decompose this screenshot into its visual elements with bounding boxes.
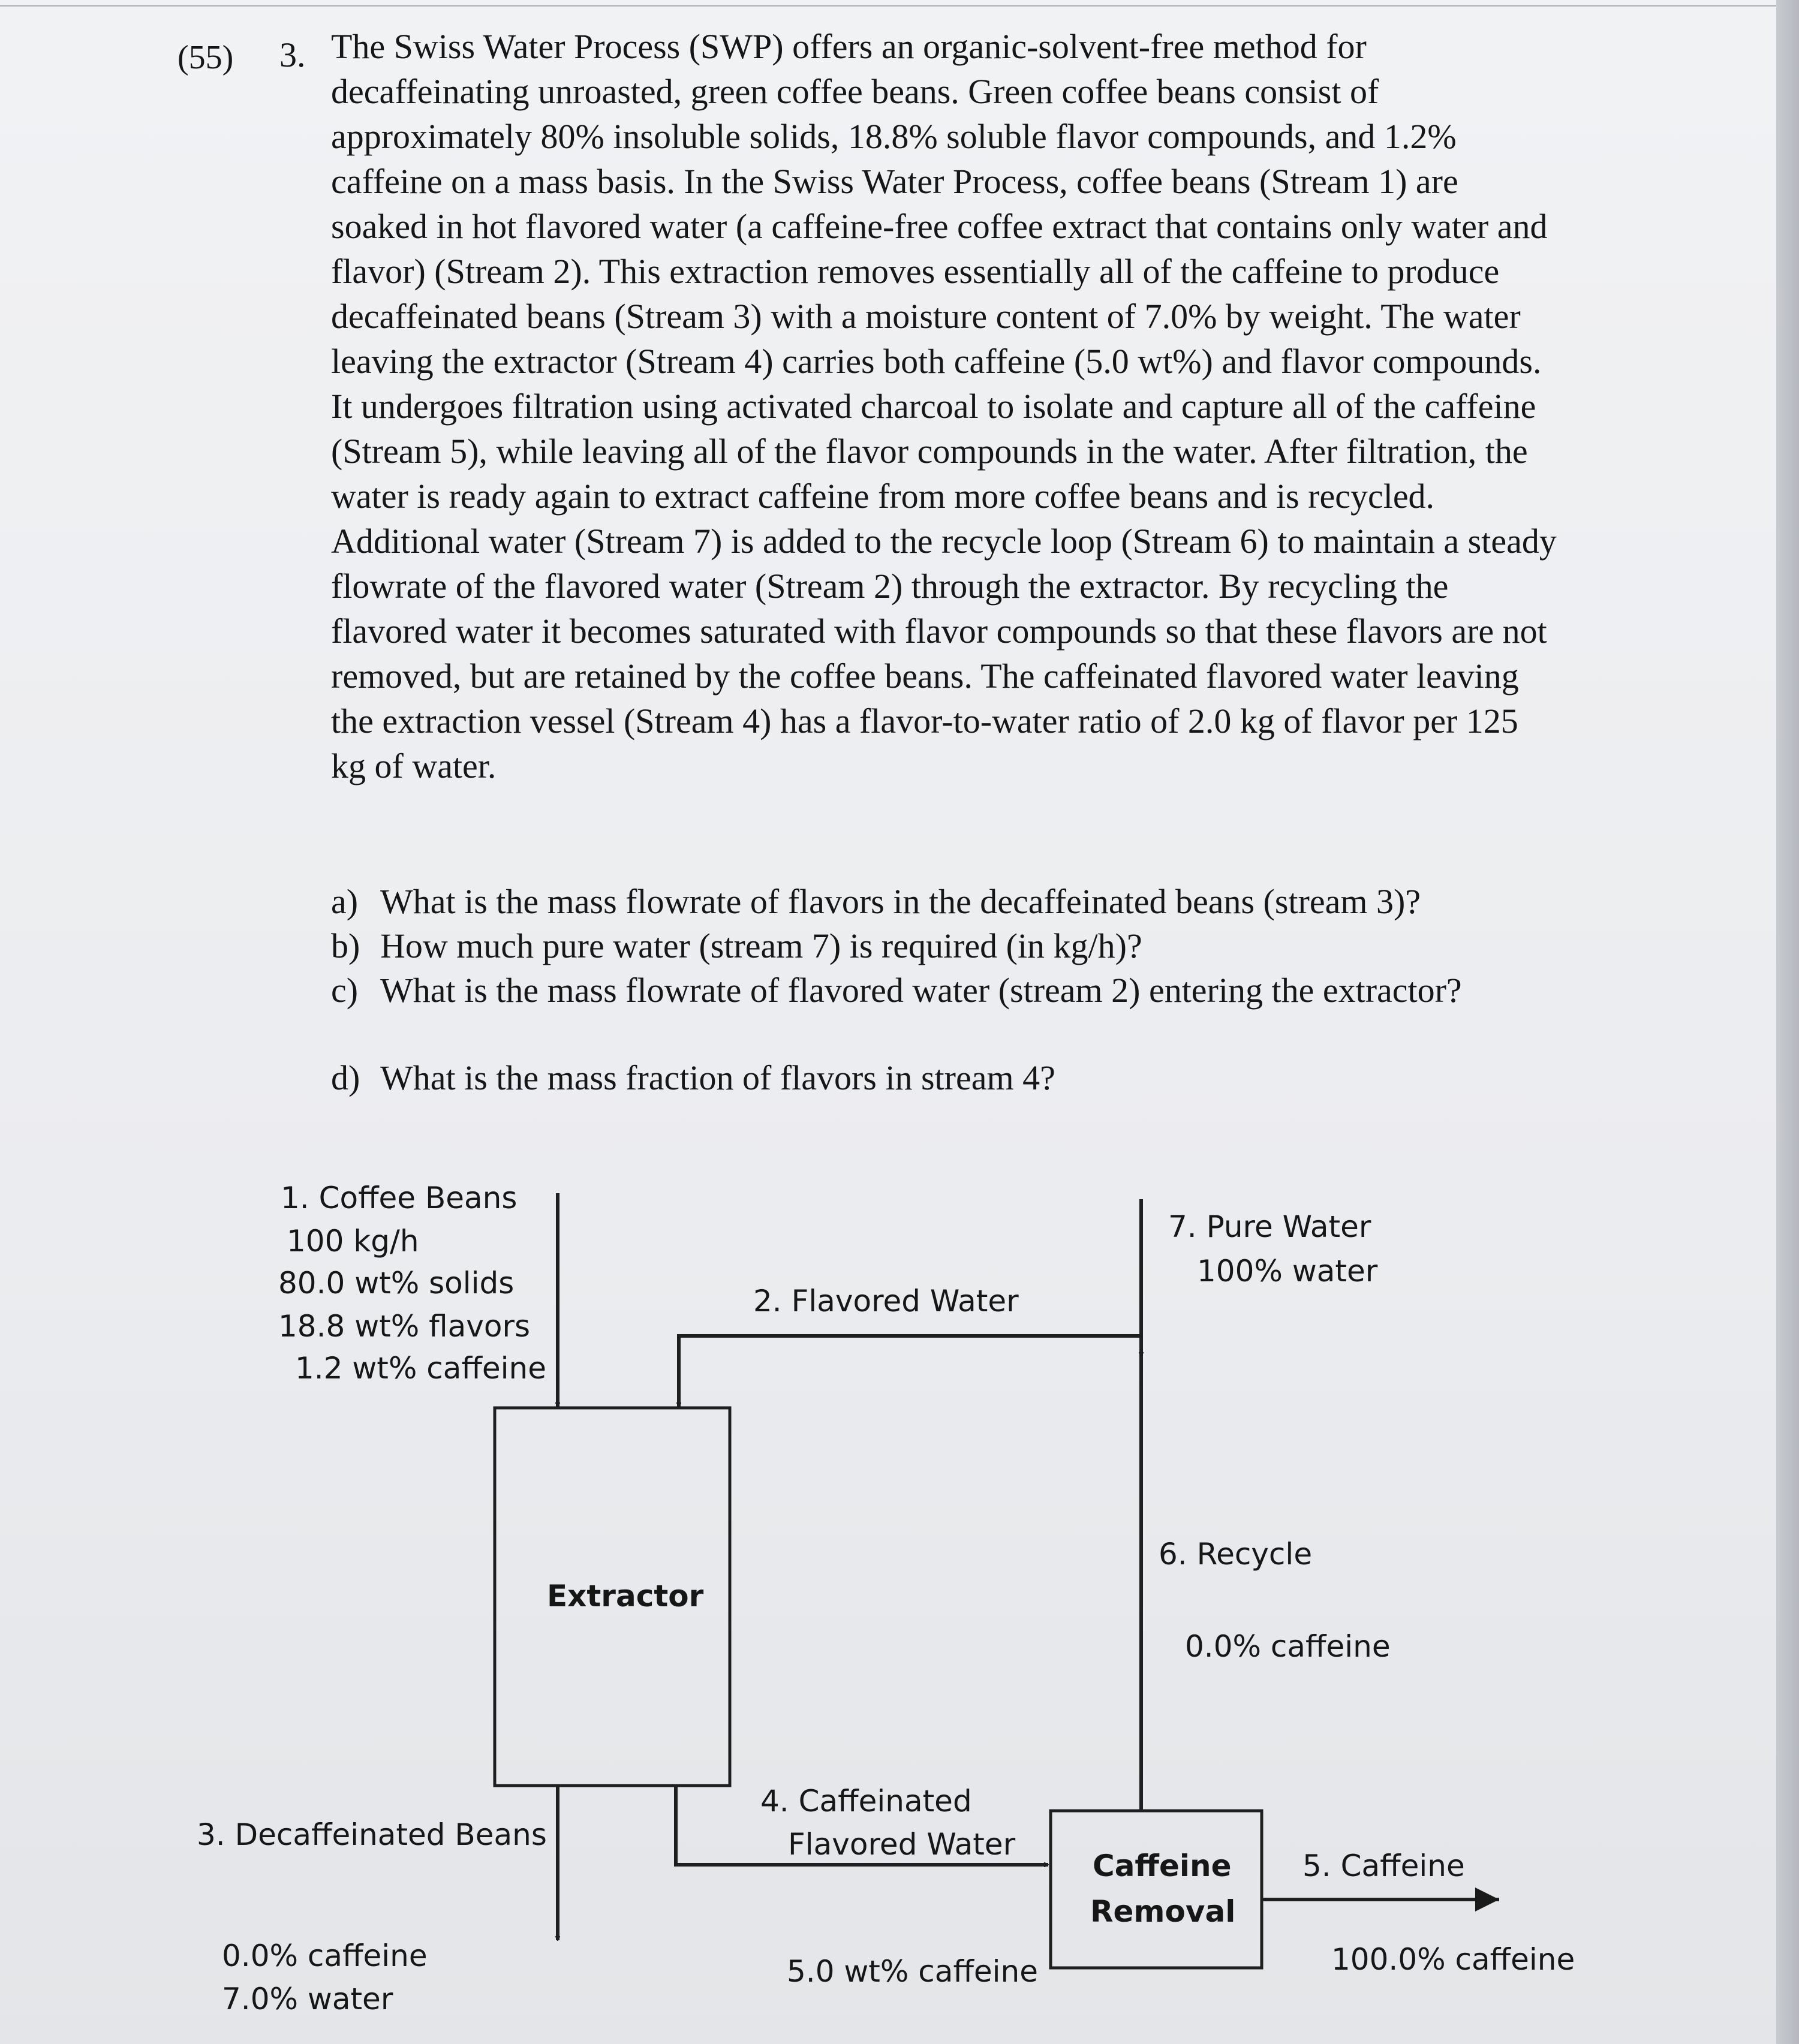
stream4-caffeine: 5.0 wt% caffeine	[787, 1954, 1038, 1989]
stream7-composition: 100% water	[1197, 1254, 1378, 1289]
stream2-name: 2. Flavored Water	[753, 1284, 1019, 1318]
stream7-name: 7. Pure Water	[1168, 1209, 1371, 1244]
removal-label-line2: Removal	[1090, 1894, 1236, 1929]
caffeine-removal-box	[1051, 1811, 1262, 1968]
question-b-text: How much pure water (stream 7) is required (in kg/h)?	[380, 926, 1142, 965]
problem-statement: The Swiss Water Process (SWP) offers an organic-solvent-free method for decaffeinating unroasted, green coffee beans. Green coffee beans consist of approximately 80% insoluble solids, 18.8% soluble flavor compounds, and 1.2% caffeine on a mass basis. In the Swiss Water Process, coffee beans (Stream 1) are soaked in hot flavored water (a caffeine-free coffee extract that contains only water and flavor) (Stream 2). This extraction removes essentially all of the caffeine to produce decaffeinated beans (Stream 3) with a moisture content of 7.0% by weight. The water leaving the extractor (Stream 4) carries both caffeine (5.0 wt%) and flavor compounds. It undergoes filtration using activated charcoal to isolate and capture all of the caffeine (Stream 5), while leaving all of the flavor compounds in the water. After filtration, the water is ready again to extract caffeine from more coffee beans and is recycled. Additional water (Stream 7) is added to the recycle loop (Stream 6) to maintain a steady flowrate of the flavored water (Stream 2) through the extractor. By recycling the flavored water it becomes saturated with flavor compounds so that these flavors are not removed, but are retained by the coffee beans. The caffeinated flavored water leaving the extraction vessel (Stream 4) has a flavor-to-water ratio of 2.0 kg of flavor per 125 kg of water.	[331, 27, 1557, 785]
stream6-name: 6. Recycle	[1159, 1537, 1313, 1572]
question-number: 3.	[279, 35, 306, 74]
stream1-caffeine: 1.2 wt% caffeine	[295, 1351, 546, 1386]
stream6-caffeine: 0.0% caffeine	[1185, 1629, 1391, 1664]
question-a-text: What is the mass flowrate of flavors in the decaffeinated beans (stream 3)?	[380, 882, 1421, 921]
question-b-label: b)	[331, 926, 360, 965]
points-value: (55)	[178, 39, 234, 76]
question-a-label: a)	[331, 882, 359, 921]
question-d-text: What is the mass fraction of flavors in stream 4?	[380, 1058, 1055, 1097]
stream1-name: 1. Coffee Beans	[281, 1181, 518, 1215]
stream2-arrow	[679, 1336, 1142, 1407]
stream5-caffeine: 100.0% caffeine	[1331, 1942, 1575, 1977]
question-c-label: c)	[331, 971, 359, 1010]
question-c-text: What is the mass flowrate of flavored water (stream 2) entering the extractor?	[380, 971, 1462, 1010]
stream1-flavors: 18.8 wt% flavors	[278, 1309, 531, 1344]
stream1-solids: 80.0 wt% solids	[278, 1266, 515, 1301]
stream3-caffeine: 0.0% caffeine	[222, 1938, 428, 1973]
stream3-water: 7.0% water	[222, 1982, 393, 2016]
extractor-label: Extractor	[547, 1579, 704, 1613]
stream3-name: 3. Decaffeinated Beans	[197, 1817, 547, 1852]
removal-label-line1: Caffeine	[1093, 1849, 1232, 1883]
stream4-name-line2: Flavored Water	[788, 1827, 1016, 1862]
question-d-label: d)	[331, 1058, 360, 1097]
stream1-flow: 100 kg/h	[287, 1224, 419, 1259]
stream5-name: 5. Caffeine	[1302, 1849, 1465, 1883]
stream4-name-line1: 4. Caffeinated	[760, 1784, 972, 1819]
